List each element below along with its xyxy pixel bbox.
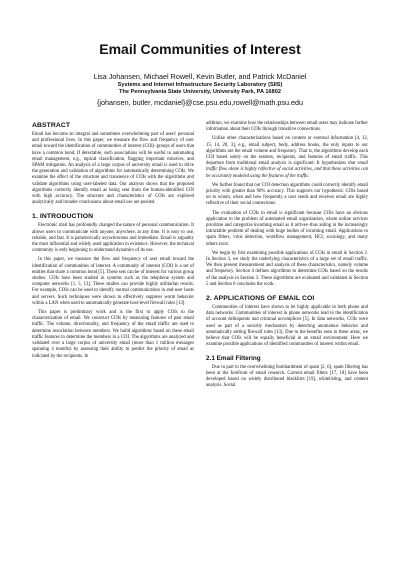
outline-paragraph: We begin by first examining possible applications of COIs in email in Section 2. In Section 3, we study the underlying characteristics of a large set of email traffic. We then present measurement and analysis of these characteristics, namely volume and frequency. Section 4 defines algorithms to determine COIs based on the results of the analysis in Section 3. These algorithms are evaluated and validated in Section 5 and Section 6 concludes the work. — [206, 250, 368, 287]
right-column — [206, 121, 368, 392]
intro-paragraph-1: Electronic mail has profoundly changed the nature of personal communication. It allows users to communicate with anyone, anywhere, at any time. It is easy to use, reliable, and fast. It is paradoxically asynchronous and immediate. Email is arguably the most influential and widely used application in existence. However, the technical community is only beginning to understand dynamics of its use. — [32, 223, 194, 254]
applications-paragraph: Communities of interest have shown to be highly applicable in both phone and data networks. Communities of interest in phone networks lead to the identification of account delinquents and criminal accomplices [5]. In data networks, COIs were used as part of a security mechanism by detecting anomalous behavior and automatically setting firewall rules [13]. Due to the benefits seen in these areas, we believe that COIs will be equally beneficial in an email environment. Here we examine possible applications of identified communities of interest within email. — [206, 305, 368, 348]
abstract-heading: ABSTRACT — [32, 122, 71, 129]
intro-paragraph-2: In this paper, we measure the flow and frequency of user email toward the identification of communities of interest. A community of interest (COI) is a set of entities that share a common bond [5]. These sets can be of interest for various group studies. COIs have been studied in systems such as the telephone system and computer networks [1, 5, 13]. These studies can provide highly utilitarian results. For example, COIs can be used to identify normal communication in end-user hosts and servers. Such techniques were shown to effectively suppress worm behavior within a LAN when used to automatically generate host-level firewall rules [13]. — [32, 257, 194, 306]
hypothesis-italic: that email traffic flow alone is highly reflective of social activities, and that these activities can be accurately modeled using the features of the traffic. — [206, 161, 369, 179]
author-list: Lisa Johansen, Michael Rowell, Kevin Butler, and Patrick McDaniel — [93, 72, 307, 81]
affiliation-line-2: The Pennsylvania State University, University Park, PA 16802 — [119, 89, 281, 95]
abstract-text: Email has become an integral and sometimes overwhelming part of users' personal and professional lives. In this paper, we measure the flow and frequency of user email toward the identification of communities of interest (COI)–groups of users that have a common bond. If detectable, such associations will be useful in automating email management, e.g., topical classification, flagging important missives, and SPAM mitigation. An analysis of a large corpus of university email is used to drive the generation and validation of algorithms for automatically determining COIs. We examine the effect of the structure and transience of COIs with the algorithms and validate algorithms using user-labeled data. Our analysis shows that the proposed algorithms correctly identify email as being sent from the human-identified COI with high accuracy. The structure and characteristics of COIs are explored analytically and broader conclusions about email use are posited. — [32, 132, 194, 206]
author-emails: {johansen, butler, mcdaniel}@cse.psu.edu,rowell@math.psu.edu — [97, 98, 303, 107]
intro-paragraph-3: This paper is preliminary work and is the first to apply COIs to the characterization of email. We construct COIs by measuring features of past email traffic. The volume, directionality, and frequency of the email traffic are used to determine association between members. We build algorithms based on these email traffic features to determine the members in a COI. The algorithms are analyzed and validated over a large corpus of university email (more than 1 million messages spanning 4 months) by assessing their ability to predict the priority of email as indicated by the recipients. In — [32, 310, 194, 359]
hypothesis-text: Unlike other characterizations based on content or external information [4, 12, 15, 14, 20, 3], e.g., email subject, body, address books, the only inputs to our algorithms are the email volume and frequency. That is, the algorithms develop each COI based solely on the senders, recipients, and features of email traffic. This departure from traditional email analysis is significant. It hypothesizes — [206, 136, 368, 167]
section-1-heading: 1. INTRODUCTION — [32, 213, 94, 221]
hypothesis-paragraph — [206, 136, 368, 179]
filtering-paragraph: Due in part to the overwhelming bombardment of spam [2, 6], spam filtering has been at the forefront of email research. Current email filters [17, 18] have been developed based on widely distributed blacklists [19], whitelisting, and content analysis. Social — [206, 364, 368, 389]
subsection-2-1-heading: 2.1 Email Filtering — [206, 354, 261, 362]
significance-paragraph: The evaluation of COIs in email is significant because COIs have an obvious application to the problem of automated email organization, where online services prioritize and categorize incoming email as it arrives–thus aiding in the increasingly intractable problem of dealing with huge bodies of incoming email. Applications to spam filters, virus detection, workflow management, HCI, sociology, and many others exist. — [206, 210, 368, 247]
accuracy-paragraph: We further found that our COI detection algorithms could correctly identify email priority with greater than 90% accuracy. This supports our hypothesis: COIs based on to whom, when and how frequently a user sends and receives email are highly reflective of their social connections. — [206, 182, 368, 207]
affiliation-line-1: Systems and Internet Infrastructure Security Laboratory (SIIS) — [117, 82, 283, 88]
continued-paragraph: addition, we examine how the relationships between email users may indicate further information about their COIs through transitive connections. — [206, 121, 368, 133]
paper-title: Email Communities of Interest — [99, 41, 301, 57]
left-column — [32, 122, 194, 363]
section-2-heading: 2. APPLICATIONS OF EMAIL COI — [206, 295, 315, 303]
